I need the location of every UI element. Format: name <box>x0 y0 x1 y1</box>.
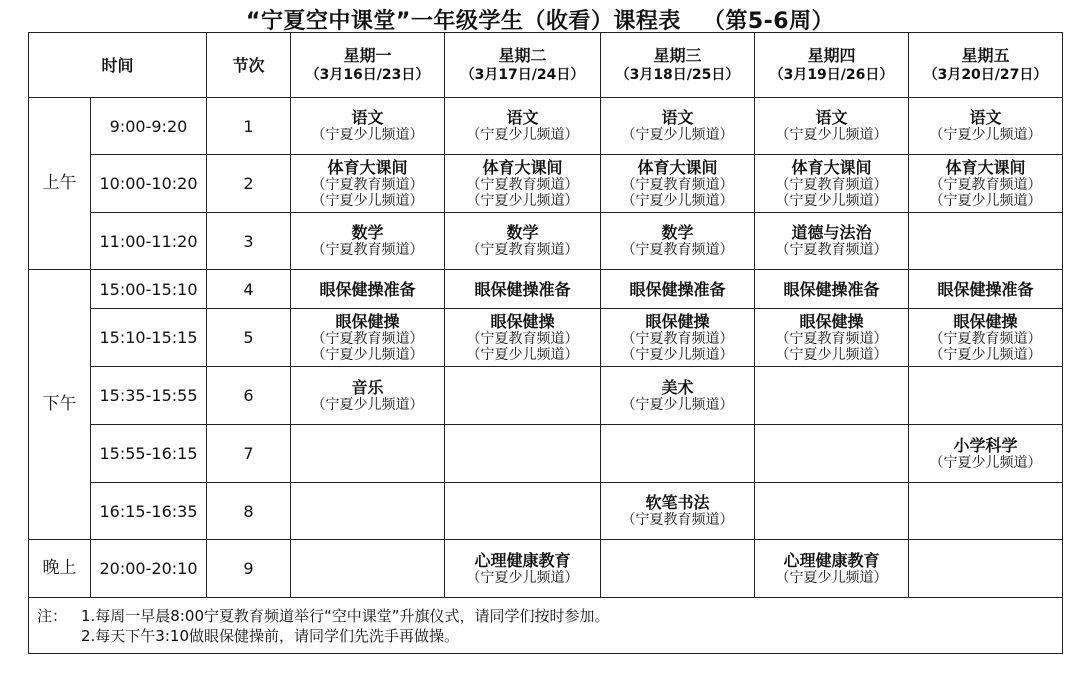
course-cell-empty <box>909 213 1063 270</box>
course-cell: 眼保健操 （宁夏教育频道） （宁夏少儿频道） <box>601 309 755 367</box>
course-cell-empty <box>291 540 445 598</box>
notes-row <box>29 598 1063 654</box>
time-cell: 11:00-11:20 <box>91 213 207 270</box>
table-row <box>29 309 1063 367</box>
course-cell: 道德与法治 （宁夏教育频道） <box>755 213 909 270</box>
course-cell: 眼保健操 （宁夏教育频道） （宁夏少儿频道） <box>445 309 601 367</box>
course-cell: 眼保健操 （宁夏教育频道） （宁夏少儿频道） <box>755 309 909 367</box>
period-number: 1 <box>207 98 291 155</box>
header-day-wed: 星期三 （3月18日/25日） <box>601 33 755 98</box>
course-cell: 小学科学 （宁夏少儿频道） <box>909 425 1063 483</box>
course-cell: 音乐 （宁夏少儿频道） <box>291 367 445 425</box>
course-cell: 数学 （宁夏教育频道） <box>445 213 601 270</box>
header-period: 节次 <box>207 33 291 98</box>
course-cell: 语文 （宁夏少儿频道） <box>909 98 1063 155</box>
course-cell-empty <box>601 540 755 598</box>
time-cell: 20:00-20:10 <box>91 540 207 598</box>
period-number: 9 <box>207 540 291 598</box>
course-cell: 眼保健操准备 <box>909 270 1063 309</box>
header-day-thu: 星期四 （3月19日/26日） <box>755 33 909 98</box>
course-cell: 眼保健操准备 <box>291 270 445 309</box>
course-cell-empty <box>909 483 1063 540</box>
time-cell: 10:00-10:20 <box>91 155 207 213</box>
course-cell: 数学 （宁夏教育频道） <box>291 213 445 270</box>
header-day-fri: 星期五 （3月20日/27日） <box>909 33 1063 98</box>
course-cell-empty <box>909 540 1063 598</box>
course-cell: 语文 （宁夏少儿频道） <box>755 98 909 155</box>
course-cell-empty <box>601 425 755 483</box>
table-row <box>29 540 1063 598</box>
note-text-1: 1.每周一早晨8:00宁夏教育频道举行“空中课堂”升旗仪式，请同学们按时参加。 <box>81 606 610 625</box>
course-cell-empty <box>755 425 909 483</box>
period-number: 7 <box>207 425 291 483</box>
time-cell: 15:35-15:55 <box>91 367 207 425</box>
course-cell: 体育大课间 （宁夏教育频道） （宁夏少儿频道） <box>909 155 1063 213</box>
course-cell: 眼保健操准备 <box>445 270 601 309</box>
table-row <box>29 270 1063 309</box>
period-number: 8 <box>207 483 291 540</box>
period-morning: 上午 <box>29 98 91 270</box>
note-label: 注： <box>37 606 68 625</box>
course-cell-empty <box>445 483 601 540</box>
table-row <box>29 367 1063 425</box>
table-row <box>29 155 1063 213</box>
header-day-mon: 星期一 （3月16日/23日） <box>291 33 445 98</box>
course-cell-empty <box>291 483 445 540</box>
table-row <box>29 425 1063 483</box>
course-cell-empty <box>291 425 445 483</box>
period-afternoon: 下午 <box>29 270 91 540</box>
notes-cell <box>29 598 1063 654</box>
period-number: 6 <box>207 367 291 425</box>
course-cell: 体育大课间 （宁夏教育频道） （宁夏少儿频道） <box>445 155 601 213</box>
period-number: 3 <box>207 213 291 270</box>
table-row <box>29 213 1063 270</box>
course-cell: 体育大课间 （宁夏教育频道） （宁夏少儿频道） <box>601 155 755 213</box>
course-cell: 美术 （宁夏少儿频道） <box>601 367 755 425</box>
course-cell: 语文 （宁夏少儿频道） <box>445 98 601 155</box>
course-cell: 眼保健操 （宁夏教育频道） （宁夏少儿频道） <box>909 309 1063 367</box>
period-evening: 晚上 <box>29 540 91 598</box>
header-day-tue: 星期二 （3月17日/24日） <box>445 33 601 98</box>
course-cell: 心理健康教育 （宁夏少儿频道） <box>445 540 601 598</box>
course-cell-empty <box>445 425 601 483</box>
schedule-table <box>28 32 1063 654</box>
course-cell: 数学 （宁夏教育频道） <box>601 213 755 270</box>
period-number: 2 <box>207 155 291 213</box>
course-cell-empty <box>755 367 909 425</box>
course-cell: 语文 （宁夏少儿频道） <box>291 98 445 155</box>
period-number: 5 <box>207 309 291 367</box>
time-cell: 15:10-15:15 <box>91 309 207 367</box>
title-weeks: （第5-6周） <box>702 9 835 34</box>
course-cell-empty <box>909 367 1063 425</box>
time-cell: 15:00-15:10 <box>91 270 207 309</box>
time-cell: 16:15-16:35 <box>91 483 207 540</box>
time-cell: 15:55-16:15 <box>91 425 207 483</box>
course-cell: 语文 （宁夏少儿频道） <box>601 98 755 155</box>
course-cell: 体育大课间 （宁夏教育频道） （宁夏少儿频道） <box>755 155 909 213</box>
time-cell: 9:00-9:20 <box>91 98 207 155</box>
table-row <box>29 98 1063 155</box>
course-cell: 软笔书法 （宁夏教育频道） <box>601 483 755 540</box>
table-row <box>29 483 1063 540</box>
course-cell-empty <box>445 367 601 425</box>
course-cell: 体育大课间 （宁夏教育频道） （宁夏少儿频道） <box>291 155 445 213</box>
note-line-1 <box>37 606 1054 626</box>
page-title <box>0 4 1080 35</box>
course-cell: 眼保健操准备 <box>601 270 755 309</box>
note-line-2: 2.每天下午3:10做眼保健操前，请同学们先洗手再做操。 <box>81 626 459 645</box>
course-cell: 眼保健操 （宁夏教育频道） （宁夏少儿频道） <box>291 309 445 367</box>
course-cell: 心理健康教育 （宁夏少儿频道） <box>755 540 909 598</box>
course-cell: 眼保健操准备 <box>755 270 909 309</box>
period-number: 4 <box>207 270 291 309</box>
course-cell-empty <box>755 483 909 540</box>
header-row <box>29 33 1063 98</box>
header-time: 时间 <box>29 33 207 98</box>
title-main: “宁夏空中课堂”一年级学生（收看）课程表 <box>245 9 681 34</box>
